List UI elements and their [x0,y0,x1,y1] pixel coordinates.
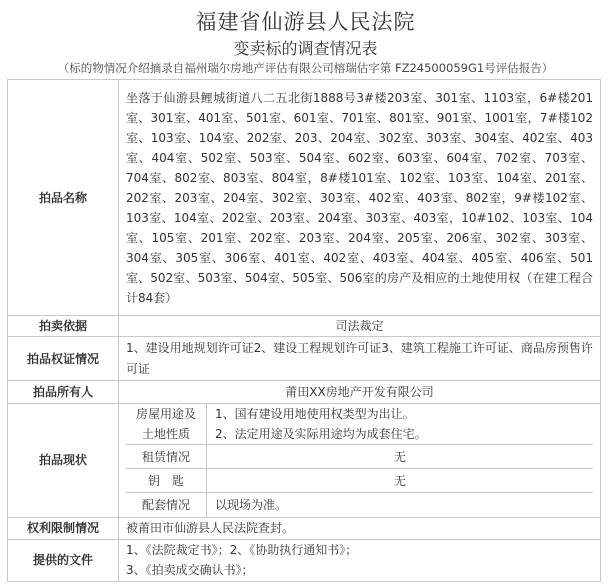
lease-value: 无 [207,445,594,469]
court-title: 福建省仙游县人民法院 [195,10,416,34]
documents-value [119,539,601,581]
key-value: 无 [207,469,594,493]
row-current-status [8,404,601,518]
row-owner [8,381,601,404]
lease-label: 租赁情况 [126,445,207,469]
usage-value-line2: 2、法定用途及实际用途均为成套住宅。 [215,427,427,441]
restriction-value: 被莆田市仙游县人民法院查封。 [119,517,601,539]
status-subtable [126,404,593,517]
restriction-label: 权利限制情况 [8,517,119,539]
documents-label: 提供的文件 [8,539,119,581]
usage-value-line1: 1、国有建设用地使用权类型为出让。 [215,407,415,421]
row-auction-basis [8,316,601,337]
auction-basis-value: 司法裁定 [119,316,601,337]
status-usage-row [126,404,593,445]
auction-basis-label: 拍卖依据 [8,316,119,337]
investigation-table [7,79,601,582]
appraisal-source-note: （标的物情况介绍摘录自福州瑞尔房地产评估有限公司榕瑞估字第 FZ24500059G1号评估报告） [57,61,554,75]
row-documents [8,539,601,581]
item-name-value: 坐落于仙游县鲤城街道八二五北街1888号3#楼203室、301室、1103室，6#楼201室、301室、401室、501室、601室、701室、801室、901室、1001室，7#楼102室、103室、104室、202室、203、204室、302室、303室、304室、402室、403室、404室、502室、503室、504室、602室、603室、604室、702室、703室、704室、802室、803室、804室，8#楼101室、102室、103室、104室、201室、202室、203室、204室、302室、303室、402室、403室、802室，9#楼102室、103室、104室、202室、203室、204室、303室、403室，10#102、103室、104室、105室、201室、202室、203室、204室、205室、206室、302室、303室、304室、305室、306室、401室、402室、403室、404室、405室、406室、501室、502室、503室、504室、505室、506室的房产及相应的土地使用权（在建工程合计84套） [119,80,601,316]
certificates-label: 拍品权证情况 [8,337,119,381]
certificates-value: 1、建设用地规划许可证2、建设工程规划许可证3、建筑工程施工许可证、商品房预售许可证 [119,337,601,381]
status-facilities-row [126,493,593,517]
row-item-name [8,80,601,316]
key-label: 钥 匙 [126,469,207,493]
current-status-detail [119,404,601,518]
row-restriction [8,517,601,539]
facilities-label: 配套情况 [126,493,207,517]
usage-label [126,404,207,445]
usage-label-line1: 房屋用途及 [135,407,196,421]
item-name-label: 拍品名称 [8,80,119,316]
status-key-row [126,469,593,493]
usage-value [207,404,594,445]
form-subtitle: 变卖标的调查情况表 [233,39,378,58]
documents-line2: 3、《拍卖成交确认书》； [126,563,254,577]
status-lease-row [126,445,593,469]
documents-line1: 1、《法院裁定书》；2、《协助执行通知书》； [126,543,358,557]
current-status-label: 拍品现状 [8,404,119,518]
owner-value: 莆田XX房地产开发有限公司 [119,381,601,404]
owner-label: 拍品所有人 [8,381,119,404]
usage-label-line2: 土地性质 [141,427,190,441]
facilities-value: 以现场为准。 [207,493,594,517]
row-certificates [8,337,601,381]
